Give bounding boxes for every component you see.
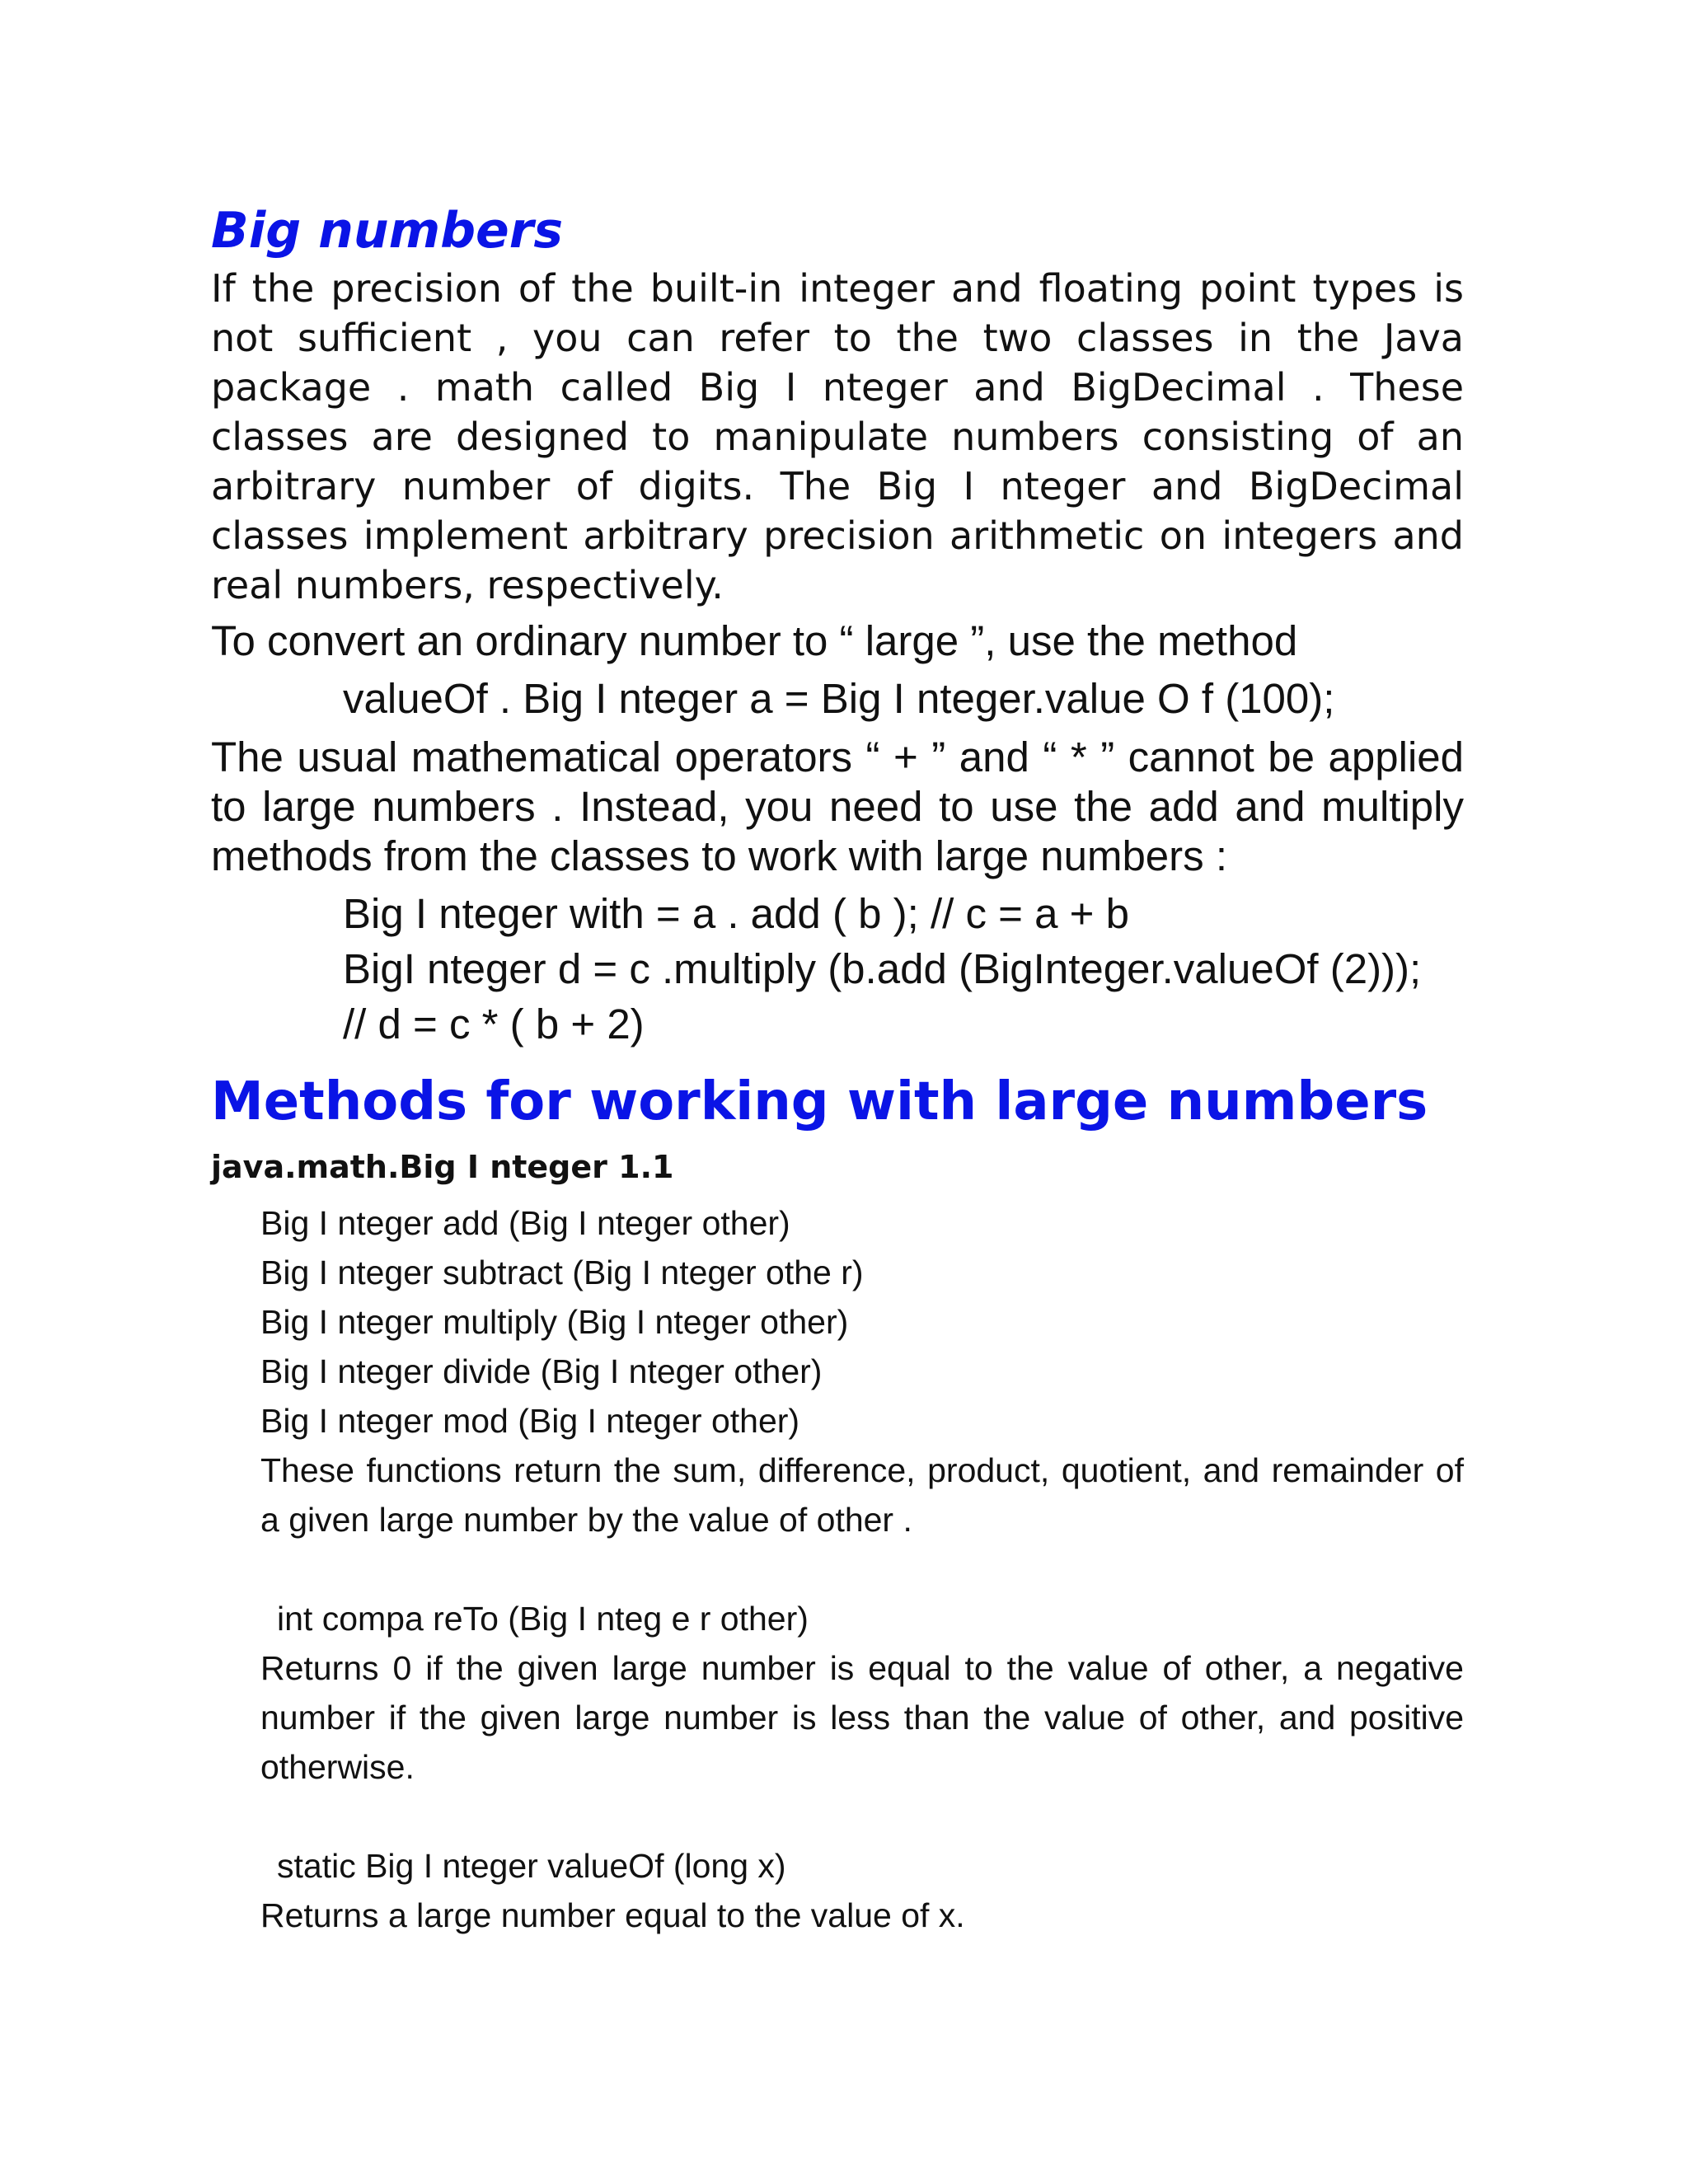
code-line-comment: // d = c * ( b + 2) (343, 1001, 645, 1047)
compareto-description: Returns 0 if the given large number is equal to the value of other, a negative number if the given large number is less than the value of other, and positive otherwise. (260, 1649, 1464, 1786)
section-title-big-numbers: Big numbers (211, 202, 564, 260)
method-valueof: static Big I nteger valueOf (long x) (277, 1847, 786, 1885)
document-page (211, 198, 1464, 1940)
section-title-methods: Methods for working with large numbers (211, 1071, 1428, 1132)
convert-paragraph: To convert an ordinary number to “ large ”, use the method (211, 617, 1298, 664)
spacer (211, 1792, 1464, 1841)
method-subtract: Big I nteger subtract (Big I nteger othe r) (260, 1254, 864, 1291)
method-multiply: Big I nteger multiply (Big I nteger other) (260, 1303, 849, 1341)
method-add: Big I nteger add (Big I nteger other) (260, 1204, 790, 1242)
method-compareto: int compa reTo (Big I nteg e r other) (277, 1600, 809, 1638)
code-line-valueof: valueOf . Big I nteger a = Big I nteger.value O f (100); (343, 675, 1335, 722)
code-line-add: Big I nteger with = a . add ( b ); // c = a + b (343, 890, 1129, 937)
valueof-description: Returns a large number equal to the value of x. (260, 1896, 965, 1934)
methods-description: These functions return the sum, difference, product, quotient, and remainder of a given large number by the value of other . (260, 1451, 1464, 1539)
operators-paragraph: The usual mathematical operators “ + ” and “ * ” cannot be applied to large numbers . Instead, you need to use the add and multiply methods from the classes to work with large numbers : (211, 733, 1464, 879)
method-mod: Big I nteger mod (Big I nteger other) (260, 1402, 800, 1440)
intro-paragraph: If the precision of the built-in integer and floating point types is not sufficient , you can refer to the two classes in the Java package . math called Big I nteger and BigDecimal . These classes are designed to manipulate numbers consisting of an arbitrary number of digits. The Big I nteger and BigDecimal classes implement arbitrary precision arithmetic on integers and real numbers, respectively. (211, 266, 1464, 607)
spacer (211, 1544, 1464, 1594)
method-divide: Big I nteger divide (Big I nteger other) (260, 1352, 823, 1390)
code-line-multiply: BigI nteger d = c .multiply (b.add (BigInteger.valueOf (2))); (343, 945, 1422, 992)
package-name: java.math.Big I nteger 1.1 (211, 1149, 674, 1185)
